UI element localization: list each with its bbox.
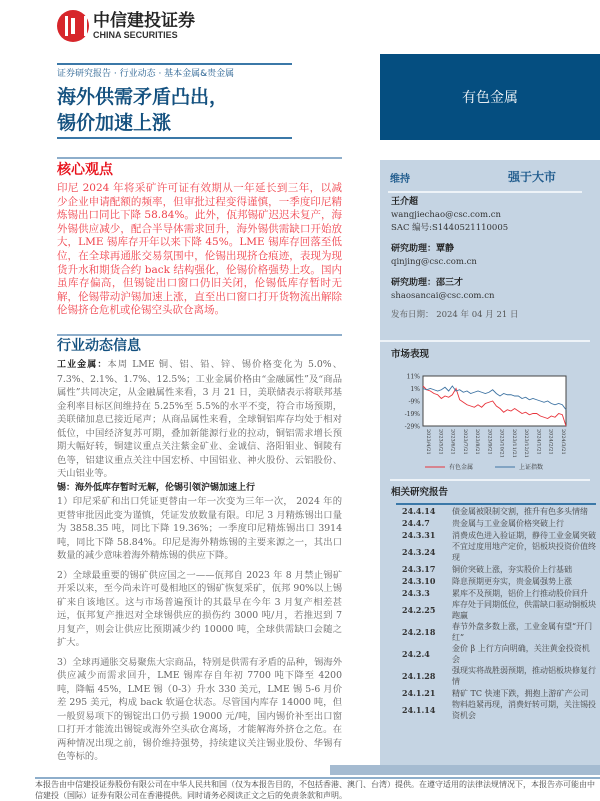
- x-tick-label: 2023/12/21: [523, 429, 530, 458]
- related-title-text: 不宜过度用地产定价，铝板块投资价值终现: [452, 542, 596, 562]
- related-title-text: 金价 β 上行方向明确，关注黄金投资机会: [452, 644, 590, 664]
- y-tick-label: -9%: [408, 398, 420, 406]
- paragraph: 1）印尼采矿和出口凭证更替由一年一次变为三年一次， 2024 年的更替审批因此变为谨慎，凭证发放数量有限。印尼 3 月精炼锡出口量为 3858.35 吨，同比下降 19.36%；一季度印尼精炼锡出口 3914 吨，同比下降 58.84%。印尼是海外精炼锡的主要来源之一，其出口数量的减少意味着海外精炼锡的供应下降。: [57, 496, 342, 561]
- related-title-text: 累库不及预期，铝价上行推动股价回升: [452, 588, 588, 598]
- y-tick-label: -29%: [404, 423, 420, 431]
- related-title-text: 物料趋紧再现，消费好转可期，关注锡投资机会: [452, 700, 596, 720]
- chart-title: 市场表现: [391, 349, 430, 360]
- related-report[interactable]: [396, 699, 596, 721]
- divider: [390, 479, 590, 481]
- report-type: 证券研究报告 · 行业动态 · 基本金属&贵金属: [57, 69, 235, 79]
- analyst-email[interactable]: wangjiechao@csc.com.cn: [391, 210, 502, 220]
- related-date: 24.1.14: [402, 704, 436, 715]
- x-tick-label: 2024/3/21: [560, 429, 566, 455]
- related-report[interactable]: [396, 599, 596, 621]
- core-heading: 核心观点: [57, 162, 113, 178]
- title-line: 海外供需矛盾凸出，: [57, 86, 229, 108]
- related-date: 24.2.4: [402, 648, 430, 659]
- related-title-text: 库存处于同期低位，供需缺口驱动铜板块跑赢: [452, 600, 596, 620]
- page-title: [57, 84, 228, 136]
- x-tick-label: 2023/7/21: [461, 429, 468, 455]
- related-date: 24.3.3: [402, 587, 430, 598]
- rating: 维持: [390, 174, 410, 185]
- divider: [388, 191, 582, 193]
- divider: [57, 334, 342, 336]
- para-label: 锡：海外低库存暂时无解，伦锡引领沪锡加速上行: [57, 482, 256, 493]
- related-date: 24.3.10: [402, 575, 436, 586]
- related-list: [396, 503, 596, 721]
- logo-emblem-icon: [57, 10, 89, 42]
- x-tick-label: 2023/10/21: [498, 429, 505, 458]
- related-date: 24.4.7: [402, 517, 430, 528]
- x-tick-label: 2023/8/21: [474, 429, 481, 455]
- assistant-email[interactable]: qinjing@csc.com.cn: [391, 257, 477, 267]
- related-date: 24.1.28: [402, 670, 436, 681]
- analyst-name: 王介超: [391, 197, 419, 207]
- assistant-name: 研究助理：覃静: [391, 244, 455, 254]
- x-tick-label: 2023/4/21: [425, 429, 431, 455]
- related-report[interactable]: [396, 563, 596, 575]
- rating-rank: 强于大市: [508, 170, 557, 184]
- related-title-text: 精矿 TC 快速下跌，拥抱上游矿产公司: [452, 688, 589, 698]
- para-label: 工业金属：: [57, 360, 108, 370]
- y-tick-label: 11%: [406, 373, 420, 381]
- related-date: 24.4.14: [402, 505, 436, 516]
- related-report[interactable]: [396, 665, 596, 687]
- market-chart: [380, 358, 600, 476]
- related-report[interactable]: [396, 505, 596, 517]
- analyst-sac: SAC 编号:S1440521110005: [391, 223, 509, 233]
- related-date: 24.3.17: [402, 563, 436, 574]
- related-report[interactable]: [396, 687, 596, 699]
- related-report[interactable]: [396, 643, 596, 665]
- disclaimer: 本报告由中信建投证券股份有限公司在中华人民共和国（仅为本报告目的，不包括香港、澳门、台湾）提供。在遵守适用的法律法规情况下，本报告亦可能由中信建投（国际）证券有限公司在香港提供。同时请务必阅读正文之后的免责条款和声明。: [35, 780, 595, 800]
- related-date: 24.2.18: [402, 626, 436, 637]
- assistant-name: 研究助理：邵三才: [391, 278, 464, 288]
- brand-cn: 中信建投证券: [93, 11, 195, 31]
- core-text: 印尼 2024 年将采矿许可证有效期从一年延长到三年，以减少企业申请配额的频率，但审批过程变得谨慎，一季度印尼精炼锡出口同比下降 58.84%。此外，佤邦锡矿迟迟未复产，海外锡供应减少，配合半导体需求回升，海外锡供需缺口开始放大，LME 锡库存开年以来下降 45%。LME 锡库存回落至低位，在全球再通胀交易氛围中，伦锡出现挤仓痕迹，表现为现货升水和期货合约 back 结构强化，伦锡价格强势上攻。国内虽库存偏高，但锡锭出口窗口仍旧关闭，伦锡低库存暂时无解，伦锡带动沪锡加速上涨，直至出口窗口打开货物流出解除伦锡挤仓危机或伦锡空头砍仓离场。: [57, 182, 342, 317]
- legend-label: 有色金属: [449, 464, 474, 471]
- paragraph: 3）全球再通胀交易聚焦大宗商品，特别是供需有矛盾的品种，锡海外供应减少而需求回升，LME 锡库存自年初 7700 吨下降至 4200 吨，降幅 45%，LME 锡（0-3）升水 330 美元，LME 锡 5-6 月价差 295 美元，构成 back 软逼仓状态。尽管国内库存 14000 吨，但一般贸易项下的锡锭出口仍亏损 19000 元/吨，国内锡价补至出口窗口打开才能流出锡锭或海外空头砍仓离场，才能解海外挤仓之危。在两种情况出现之前，锡价维持强势，持续建议关注锡业股份、华锡有色等标的。: [57, 656, 342, 762]
- sector-badge: 有色金属: [380, 54, 600, 140]
- y-tick-label: -19%: [404, 411, 420, 418]
- related-title-text: 贵金属与工业金属价格突破上行: [452, 518, 564, 528]
- related-title-text: 春节外盘多数上涨，工业金属有望“开门红”: [452, 622, 593, 642]
- industry-body: [57, 358, 342, 764]
- related-date: 24.1.21: [402, 687, 436, 698]
- related-report[interactable]: [396, 575, 596, 587]
- divider: [57, 63, 292, 65]
- paragraph: 2）全球最重要的锡矿供应国之一——佤邦自 2023 年 8 月禁止锡矿开采以来，至今尚未许可曼相地区的锡矿恢复采矿，佤邦 90%以上锡矿来自该地区。这与市场普遍预计的其最早在今年 3 月复产相差甚远，佤邦复产推迟对全球锡供应的损伤约 3000 吨/月，若推迟到 7 月复产，则会让供应比预期减少约 10000 吨，全球供需缺口会随之扩大。: [57, 569, 342, 648]
- divider: [57, 137, 292, 139]
- related-date: 24.3.31: [402, 529, 436, 540]
- x-tick-label: 2024/2/21: [547, 429, 554, 455]
- related-report[interactable]: [396, 529, 596, 541]
- related-title-text: 消费成色进入验证期，静待工业金属突破: [452, 530, 596, 540]
- brand-logo: [57, 10, 195, 42]
- related-report[interactable]: [396, 541, 596, 563]
- related-title-text: 铜价突破上涨，夯实股价上行基础: [452, 564, 572, 574]
- related-report[interactable]: [396, 517, 596, 529]
- paragraph: 本周 LME 铜、铝、铅、锌、锡价格变化为 5.0%、7.3%、2.1%、1.7%、12.5%；工业金属价格由“金融属性”及“商品属性”共同决定，从金融属性来看，3 月 21 日，美联储表示将联邦基金利率目标区间维持在 5.25%至 5.5%的水平不变，符合市场预期，美联储加息已接近尾声；从商品属性来看，全球铜铝库存均处于相对低位，中国经济复苏可期，叠加新能源行业的拉动，铜铝需求增长预期大幅好转，铜建议重点关注紫金矿业、金诚信、洛阳钼业、铜陵有色等，铝建议重点关注中国宏桥、中国铝业、神火股份、云铝股份、天山铝业等。: [57, 359, 342, 479]
- title-line: 锡价加速上涨: [57, 112, 172, 134]
- brand-en: CHINA SECURITIES: [93, 30, 178, 40]
- x-tick-label: 2024/1/21: [535, 429, 542, 455]
- x-tick-label: 2023/11/21: [510, 429, 517, 458]
- related-title-text: 降息预期更夯实，贵金属强势上涨: [452, 576, 572, 586]
- plot-area: [423, 376, 566, 426]
- assistant-email[interactable]: shaosancai@csc.com.cn: [391, 291, 495, 301]
- x-tick-label: 2023/5/21: [437, 429, 444, 455]
- legend-label: 上证指数: [519, 464, 544, 471]
- x-tick-label: 2023/6/21: [449, 429, 456, 455]
- publish-date: 发布日期： 2024 年 04 月 21 日: [391, 310, 519, 320]
- x-tick-label: 2023/9/21: [486, 429, 493, 455]
- related-report[interactable]: [396, 587, 596, 599]
- related-report[interactable]: [396, 621, 596, 643]
- related-title-text: 债金属被限制交割，推升有色多头情绪: [452, 506, 588, 516]
- related-title: 相关研究报告: [391, 487, 449, 498]
- divider: [57, 157, 342, 159]
- industry-heading: 行业动态信息: [57, 338, 141, 354]
- related-title-text: 强现实将战胜弱预期，推动铝板块修复行情: [452, 666, 596, 686]
- footer-bar: [330, 765, 600, 775]
- related-date: 24.2.25: [402, 604, 436, 615]
- analyst-info: [391, 196, 518, 322]
- y-tick-label: 1%: [410, 386, 420, 393]
- divider: [380, 340, 590, 342]
- related-date: 24.3.24: [402, 546, 436, 557]
